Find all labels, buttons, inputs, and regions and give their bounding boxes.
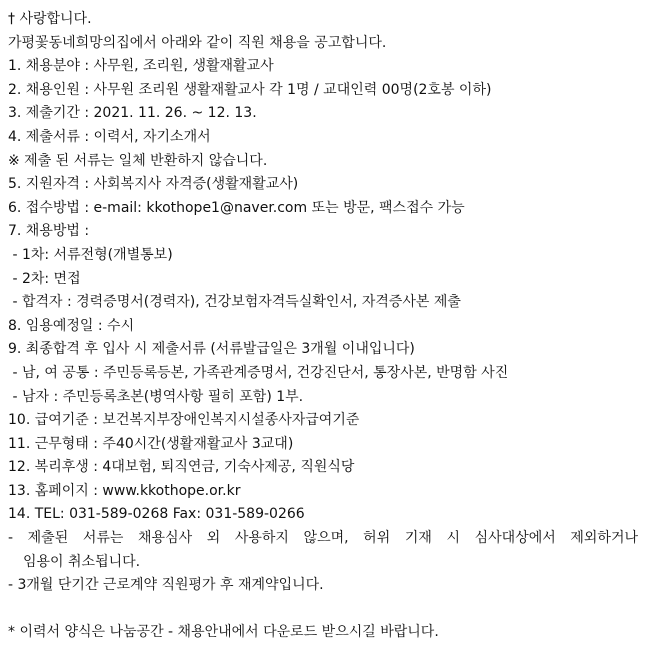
documents-notice: ※ 제출 된 서류는 일체 반환하지 않습니다. <box>8 152 268 169</box>
note-screening-continued: 임용이 취소됩니다. <box>23 553 141 570</box>
item-application-method: 6. 접수방법 : e-mail: kkothope1@naver.com 또는 방문, 팩스접수 가능 <box>8 199 465 216</box>
item-contact: 14. TEL: 031-589-0268 Fax: 031-589-0266 <box>8 506 305 523</box>
item-submission-period: 3. 제출기간 : 2021. 11. 26. ~ 12. 13. <box>8 105 257 122</box>
item-selection-method: 7. 채용방법 : <box>8 223 90 240</box>
spacer <box>8 598 638 622</box>
selection-step-1: - 1차: 서류전형(개별통보) <box>8 246 173 263</box>
job-posting-document <box>8 8 638 645</box>
footer-note: * 이력서 양식은 나눔공간 - 채용안내에서 다운로드 받으시길 바랍니다. <box>8 624 439 641</box>
item-appointment-date: 8. 임용예정일 : 수시 <box>8 317 135 334</box>
item-recruit-count: 2. 채용인원 : 사무원 조리원 생활재활교사 각 1명 / 교대인력 00명(2호봉 이하) <box>8 81 492 98</box>
greeting-line: † 사랑합니다. <box>8 11 92 27</box>
note-contract: - 3개월 단기간 근로계약 직원평가 후 재계약입니다. <box>8 577 324 594</box>
item-documents: 4. 제출서류 : 이력서, 자기소개서 <box>8 128 211 145</box>
item-final-documents: 9. 최종합격 후 입사 시 제출서류 (서류발급일은 3개월 이내입니다) <box>8 341 415 358</box>
item-homepage: 13. 홈페이지 : www.kkothope.or.kr <box>8 482 241 499</box>
item-salary-standard: 10. 급여기준 : 보건복지부장애인복지시설종사자급여기준 <box>8 412 360 429</box>
item-benefits: 12. 복리후생 : 4대보험, 퇴직연금, 기숙사제공, 직원식당 <box>8 459 355 476</box>
selection-passer-documents: - 합격자 : 경력증명서(경력자), 건강보험자격득실확인서, 자격증사본 제출 <box>8 294 461 311</box>
item-recruit-field: 1. 채용분야 : 사무원, 조리원, 생활재활교사 <box>8 58 274 75</box>
final-documents-common: - 남, 여 공통 : 주민등록등본, 가족관계증명서, 건강진단서, 통장사본, 반명함 사진 <box>8 364 509 381</box>
final-documents-male: - 남자 : 주민등록초본(병역사항 필히 포함) 1부. <box>8 388 304 405</box>
note-screening: - 제출된 서류는 채용심사 외 사용하지 않으며, 허위 기재 시 심사대상에서 제외하거나 <box>8 530 638 547</box>
item-work-type: 11. 근무형태 : 주40시간(생활재활교사 3교대) <box>8 435 294 452</box>
item-qualification: 5. 지원자격 : 사회복지사 자격증(생활재활교사) <box>8 176 299 193</box>
intro-line: 가평꽃동네희망의집에서 아래와 같이 직원 채용을 공고합니다. <box>8 34 387 51</box>
selection-step-2: - 2차: 면접 <box>8 270 81 287</box>
